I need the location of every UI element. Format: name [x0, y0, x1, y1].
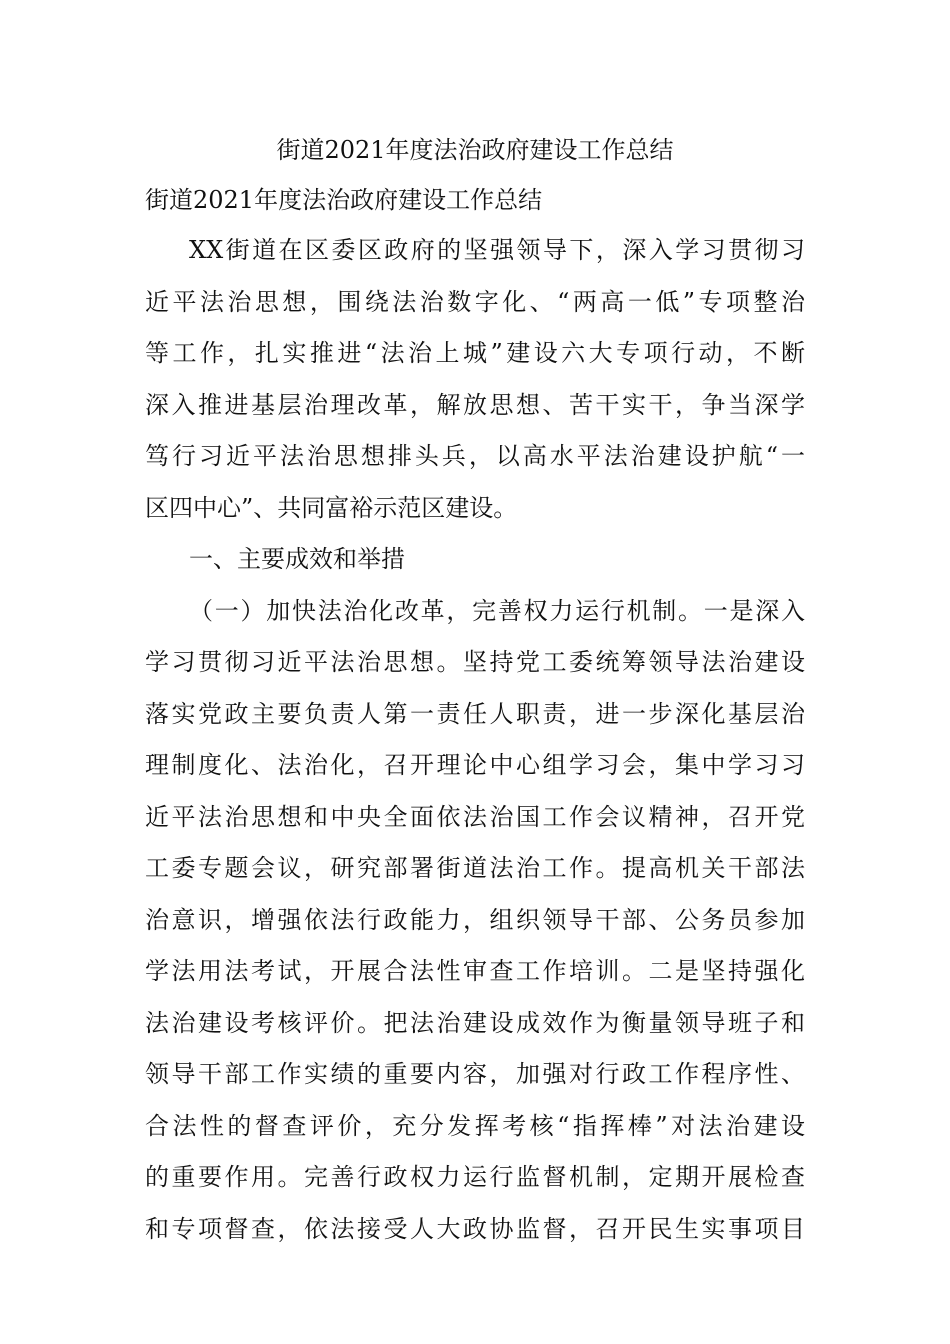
section-heading: 一、主要成效和举措	[189, 545, 405, 573]
paragraph-line: 的重要作用。完善行政权力运行监督机制，定期开展检查	[145, 1163, 805, 1191]
paragraph-line: 合法性的督查评价，充分发挥考核“指挥棒”对法治建设	[145, 1111, 805, 1140]
paragraph-line: 深入推进基层治理改革，解放思想、苦干实干，争当深学	[145, 390, 805, 419]
paragraph-line: 治意识，增强依法行政能力，组织领导干部、公务员参加	[145, 905, 805, 934]
paragraph-line: 笃行习近平法治思想排头兵，以高水平法治建设护航“一	[145, 442, 805, 470]
paragraph-line: 理制度化、法治化，召开理论中心组学习会，集中学习习	[145, 751, 805, 779]
document-title: 街道2021年度法治政府建设工作总结	[276, 136, 674, 164]
paragraph-line: （一）加快法治化改革，完善权力运行机制。一是深入	[189, 596, 805, 625]
paragraph-line: 和专项督查，依法接受人大政协监督，召开民生实事项目	[145, 1214, 805, 1243]
paragraph-line: 工委专题会议，研究部署街道法治工作。提高机关干部法	[145, 854, 805, 882]
paragraph-line: 近平法治思想，围绕法治数字化、“两高一低”专项整治	[145, 287, 805, 316]
paragraph-line: 等工作，扎实推进“法治上城”建设六大专项行动，不断	[145, 339, 805, 367]
paragraph-line: 落实党政主要负责人第一责任人职责，进一步深化基层治	[145, 699, 805, 728]
paragraph-line: 法治建设考核评价。把法治建设成效作为衡量领导班子和	[145, 1008, 805, 1037]
paragraph-line: 学习贯彻习近平法治思想。坚持党工委统筹领导法治建设	[145, 648, 805, 676]
document-subtitle: 街道2021年度法治政府建设工作总结	[145, 186, 543, 214]
paragraph-line: 领导干部工作实绩的重要内容，加强对行政工作程序性、	[145, 1060, 805, 1088]
document-body	[145, 232, 815, 1262]
paragraph-line: 学法用法考试，开展合法性审查工作培训。二是坚持强化	[145, 957, 805, 985]
paragraph-line: 区四中心”、共同富裕示范区建设。	[145, 493, 518, 522]
paragraph-line: XX街道在区委区政府的坚强领导下，深入学习贯彻习	[189, 236, 805, 264]
paragraph-line: 近平法治思想和中央全面依法治国工作会议精神，召开党	[145, 802, 805, 831]
